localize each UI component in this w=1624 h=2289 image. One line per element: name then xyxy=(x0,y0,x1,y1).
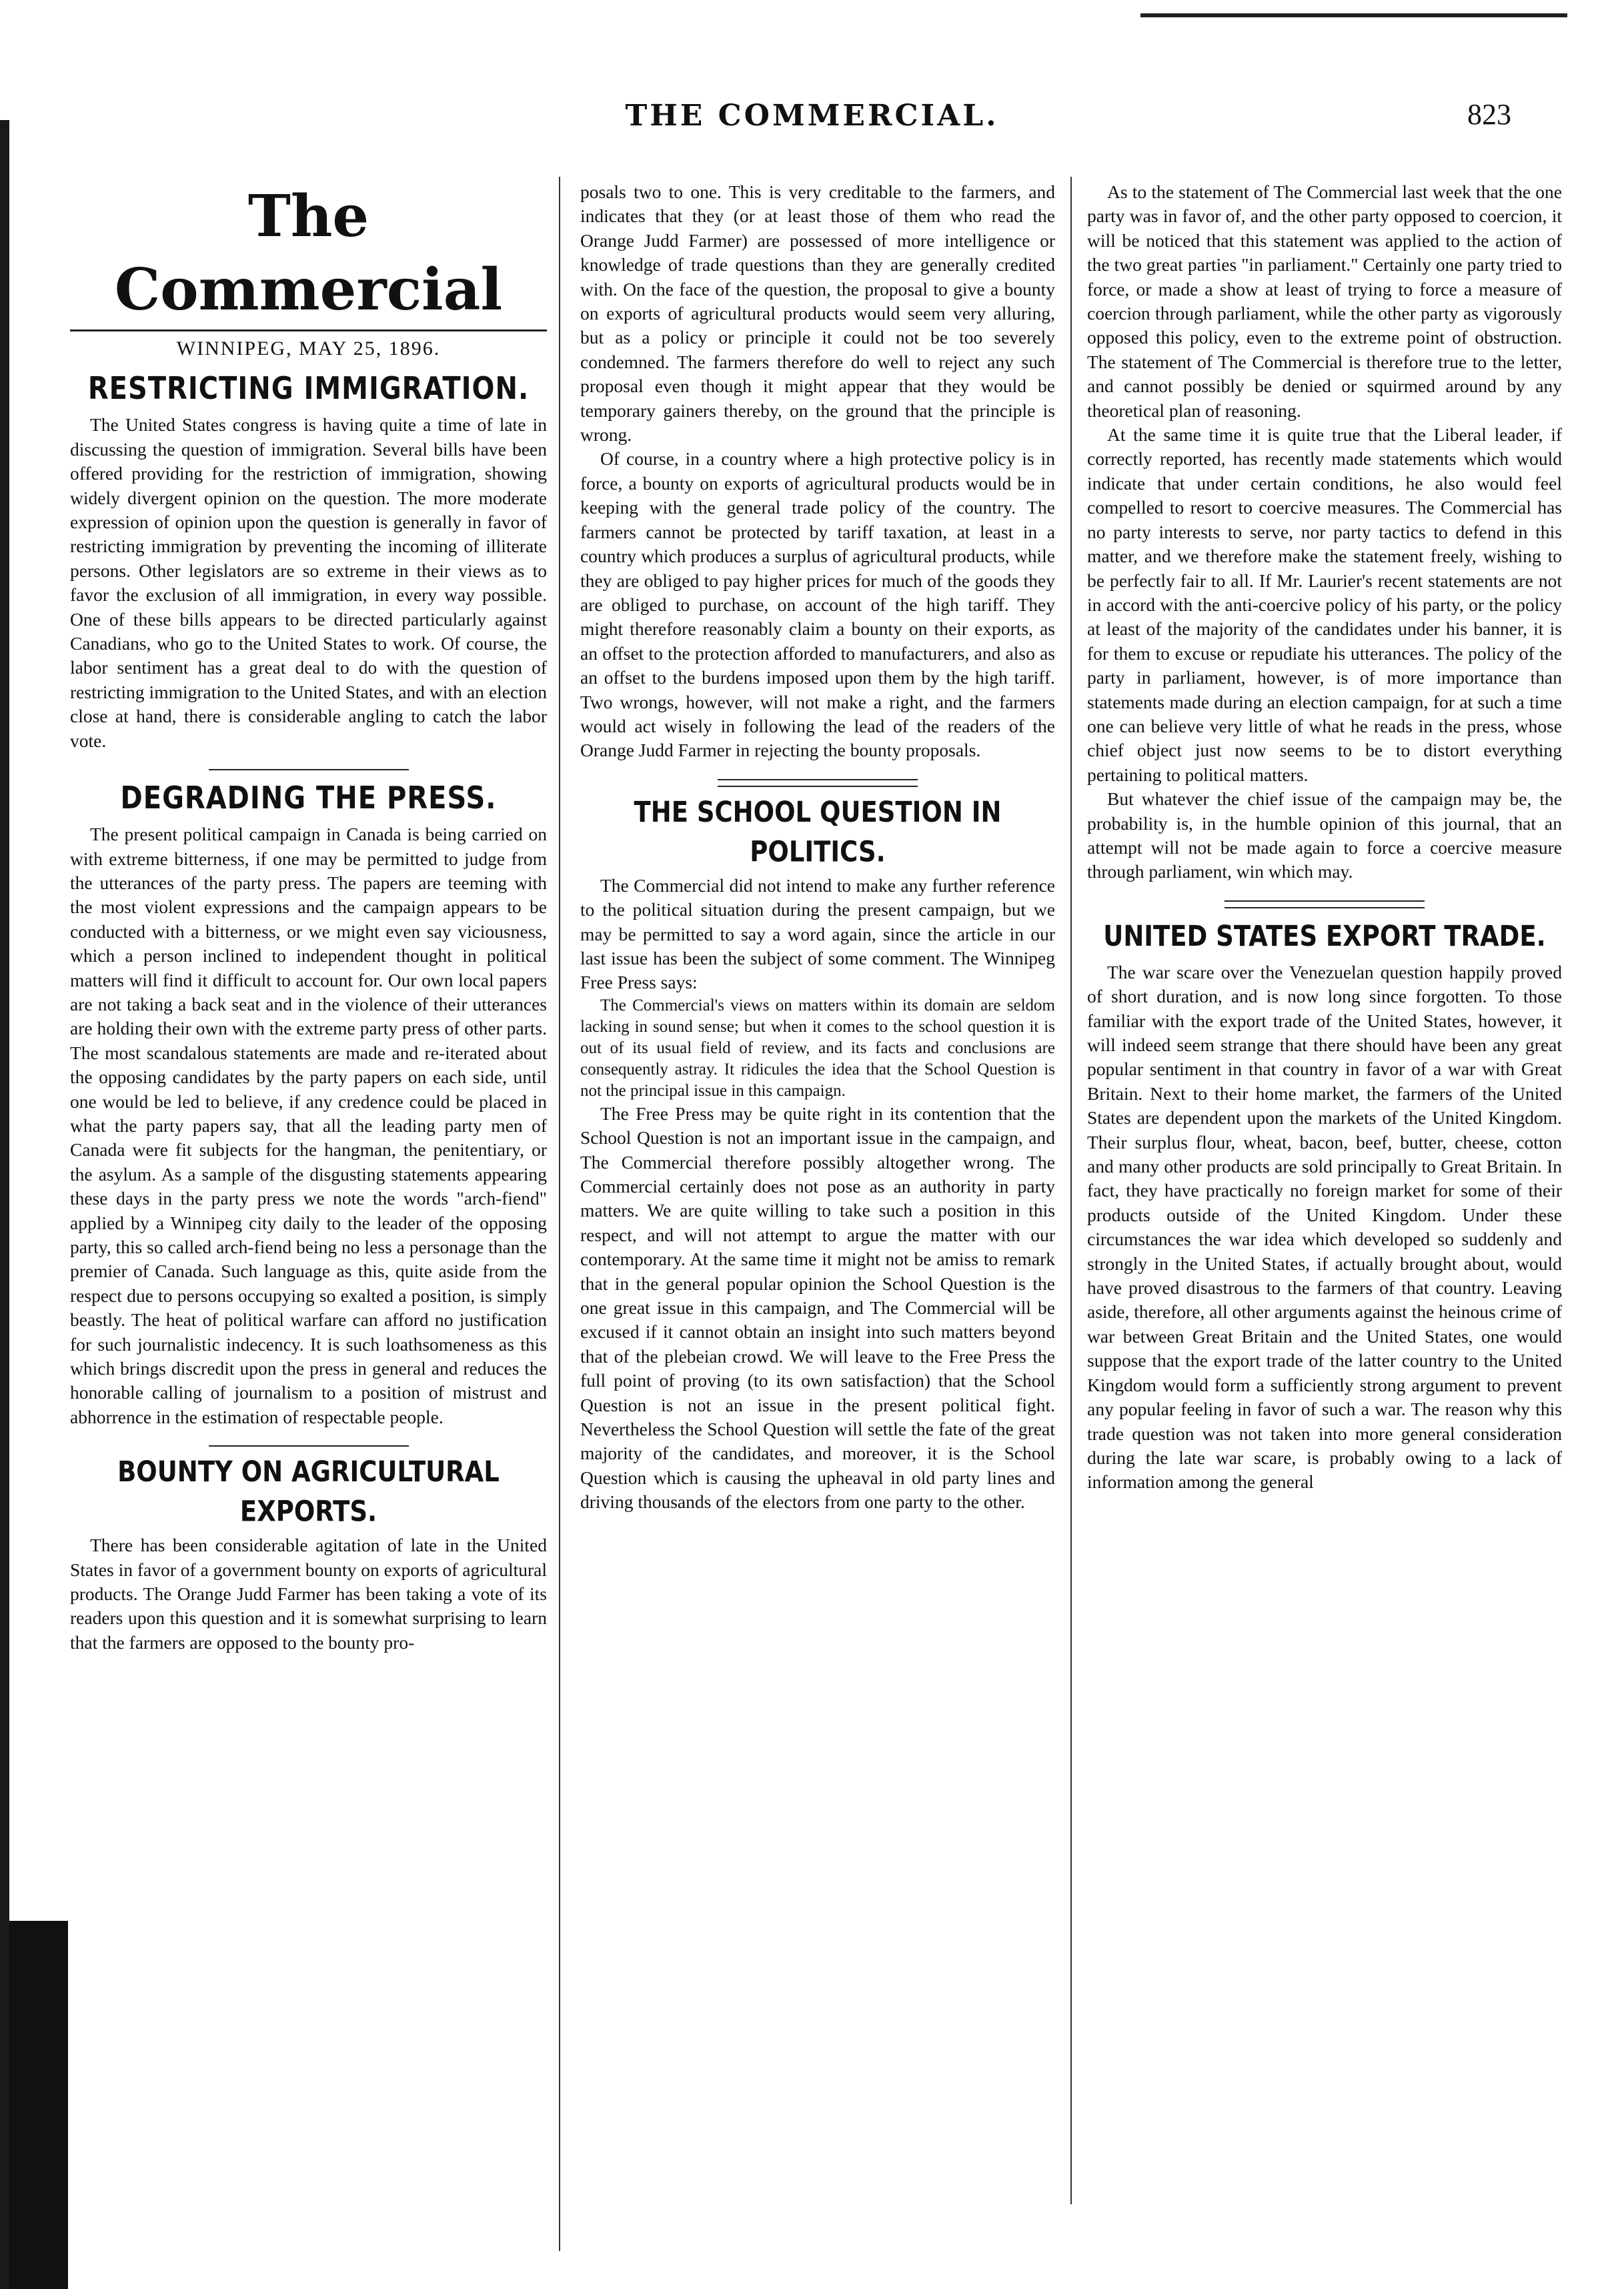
column-2 xyxy=(580,180,1055,1515)
article-paragraph: At the same time it is quite true that the Liberal leader, if correctly reported, has recently made statements which would indicate that under certain conditions, he also would feel compelled to resort to coercive measures. The Commercial has no party interests to serve, nor party tactics to defend in this matter, and we therefore make the statement freely, wishing to be perfectly fair to all. If Mr. Laurier's recent statements are not in accord with the anti-coercive policy of his party, or the policy at least of the majority of the candidates under his banner, it is for them to excuse or repudiate his utterances. The policy of the party in parliament, however, is of more importance than statements made during an election campaign, for at such a time one can believe very little of what he reads in the press, whose chief object just now seems to be to distort everything pertaining to political matters. xyxy=(1087,424,1562,785)
article-paragraph: The United States congress is having quite a time of late in discussing the question of immigration. Several bills have been offered providing for the restriction of immigration, showing widely divergent opinion on the question. The more moderate expression of opinion upon the question is generally in favor of restricting immigration by preventing the incoming of illiterate persons. Other legislators are so extreme in their views as to favor the exclusion of all immigration, in every way possible. One of these bills appears to be directed particularly against Canadians, who go to the United States to work. Of course, the labor sentiment has a great deal to do with the question of restricting immigration to the United States, and with an election close at hand, there is considerable angling to catch the labor vote. xyxy=(70,414,547,751)
article-paragraph: The present political campaign in Canada is being carried on with extreme bitterness, if one may be permitted to judge from the utterances of the party press. The papers are teeming with the most violent expressions and the campaign appears to be conducted with a bitterness, or we might even say viciousness, which a person inclined to independent thought in political matters will find it difficult to account for. Our own local papers are not taking a back seat and in the violence of their utterances are holding their own with the extreme party press of other parts. The most scandalous statements are made and re-iterated about the opposing candidates by the party papers on each side, until one would be led to believe, if any credence could be placed in what the party papers say, that all the leading party men of Canada were fit subjects for the hangman, the penitentiary, or the asylum. As a sample of the disgusting statements appearing these days in the party press we note the words "arch-fiend" applied by a Winnipeg city daily to the leader of the opposing party, this so called arch-fiend being no less a personage than the premier of Canada. Such language as this, quite aside from the respect due to persons occupying so exalted a position, is simply beastly. The heat of political warfare can afford no justification for such journalistic indecency. It is such loathsomeness as this which brings discredit upon the press in general and reduces the honorable calling of journalism to a position of mistrust and abhorrence in the estimation of respectable people. xyxy=(70,824,547,1427)
article-paragraph: The Commercial did not intend to make any further reference to the political situation during the present campaign, but we may be permitted to say a word again, since the article in our last issue has been the subject of some comment. The Winnipeg Free Press says: xyxy=(580,874,1055,993)
binding-shadow-lower xyxy=(9,1921,68,2289)
column-rule-2 xyxy=(1070,177,1072,2204)
headline-bounty-on-agricultural-exports: BOUNTY ON AGRICULTURAL EXPORTS. xyxy=(117,1455,500,1529)
headline-school-question: THE SCHOOL QUESTION IN POLITICS. xyxy=(634,795,1002,868)
masthead: The Commercial xyxy=(114,183,503,323)
article-divider xyxy=(1225,900,1425,902)
headline-degrading-the-press: DEGRADING THE PRESS. xyxy=(120,780,497,816)
article-paragraph: But whatever the chief issue of the campaign may be, the probability is, in the humble opinion of this journal, that an attempt will not be made again to force a coercive measure through parliament, win which may. xyxy=(1087,788,1562,882)
dateline: WINNIPEG, MAY 25, 1896. xyxy=(176,337,441,359)
article-divider-double xyxy=(718,786,918,787)
quoted-passage: The Commercial's views on matters within its domain are seldom lacking in sound sense; but when it comes to the school question it is out of its usual field of review, and its facts and conclusions are consequently astray. It ridicules the idea that the School Question is not the principal issue in this campaign. xyxy=(580,996,1055,1100)
running-head: THE COMMERCIAL. xyxy=(625,99,999,133)
article-divider xyxy=(209,1445,409,1447)
article-divider xyxy=(209,769,409,770)
headline-restricting-immigration: RESTRICTING IMMIGRATION. xyxy=(87,371,530,407)
article-paragraph: There has been considerable agitation of late in the United States in favor of a government bounty on exports of agricultural products. The Orange Judd Farmer has been taking a vote of its readers upon this question and it is somewhat surprising to learn that the farmers are opposed to the bounty pro- xyxy=(70,1535,547,1653)
top-rule xyxy=(1140,13,1567,17)
article-divider xyxy=(718,779,918,780)
article-paragraph: As to the statement of The Commercial last week that the one party was in favor of, and the other party opposed to coercion, it will be noticed that this statement was applied to the action of the two great parties "in parliament." Certainly one party tried to force, or made a show at least of trying to force a measure of coercion through parliament, while the other party as vigorously opposed this policy, even to the extreme point of obstruction. The statement of The Commercial is therefore true to the letter, and cannot possibly be denied or squirmed around by any theoretical plan of reasoning. xyxy=(1087,181,1562,421)
column-rule-1 xyxy=(559,177,560,2251)
column-1 xyxy=(70,180,547,1655)
article-paragraph: posals two to one. This is very creditable to the farmers, and indicates that they (or at least those of them who read the Orange Judd Farmer) are possessed of more intelligence or knowledge of trade questions than they are generally credited with. On the face of the question, the proposal to give a bounty on exports of agricultural products would seem very alluring, but as a policy or principle it could not be too severely condemned. The farmers therefore do well to reject any such proposal even though it might appear that they would be temporary gainers thereby, on the ground that the principle is wrong. xyxy=(580,181,1055,446)
headline-united-states-export-trade: UNITED STATES EXPORT TRADE. xyxy=(1103,919,1546,952)
article-paragraph: Of course, in a country where a high protective policy is in force, a bounty on exports of agricultural products would be in keeping with the general trade policy of the country. The farmers cannot be protected by tariff taxation, at least in a country which produces a surplus of agricultural products, while they are obliged to pay higher prices for much of the goods they are obliged to purchase, on account of the high tariff. They might therefore reasonably claim a bounty on their exports, as an offset to the protection afforded to manufacturers, and also as an offset to the burdens imposed upon them by the high tariff. Two wrongs, however, will not make a right, and the farmers would act wisely in following the lead of the readers of the Orange Judd Farmer in rejecting the bounty proposals. xyxy=(580,448,1055,761)
binding-shadow xyxy=(0,120,9,2289)
page-number: 823 xyxy=(1467,98,1511,131)
column-3 xyxy=(1087,180,1562,1495)
article-paragraph: The war scare over the Venezuelan question happily proved of short duration, and is now long since forgotten. To those familiar with the export trade of the United States, however, it will indeed seem strange that there should have been any great popular sentiment in that country in favor of a war with Great Britain. Next to their home market, the farmers of the United States are dependent upon the markets of the United Kingdom. Their surplus flour, wheat, bacon, beef, butter, cheese, cotton and many other products are sold principally to Great Britain. In fact, they have practically no foreign market for some of their products outside of the United Kingdom. Under these circumstances the war idea which developed so suddenly and strongly in the United States, if actually brought about, would have proved disastrous to the farmers of that country. Leaving aside, therefore, all other arguments against the heinous crime of war between Great Britain and the United States, one would suppose that the export trade of the latter country to the United Kingdom would form a sufficiently strong argument to prevent any popular feeling in favor of such a war. The reason why this trade question was not taken into more general consideration during the late war scare, is probably owing to a lack of information among the general xyxy=(1087,961,1562,1493)
article-divider-double xyxy=(1225,907,1425,908)
masthead-rule xyxy=(70,329,547,331)
article-paragraph: The Free Press may be quite right in its contention that the School Question is not an important issue in the campaign, and The Commercial therefore possibly altogether wrong. The Commercial certainly does not pose as an authority in party matters. We are quite willing to take such a position in this respect, and will not attempt to argue the matter with our contemporary. At the same time it might not be amiss to remark that in the general popular opinion the School Question is the one great issue in this campaign, and The Commercial will be excused if it cannot obtain an insight into such matters beyond that of the plebeian crowd. We will leave to the Free Press the full point of proving (to its own satisfaction) that the School Question is not an issue in the present political fight. Nevertheless the School Question will settle the fate of the great majority of the candidates, and moreover, it is the School Question which is causing the upheaval in old party lines and driving thousands of the electors from one party to the other. xyxy=(580,1102,1055,1513)
scan-binding-edge xyxy=(0,120,60,2289)
